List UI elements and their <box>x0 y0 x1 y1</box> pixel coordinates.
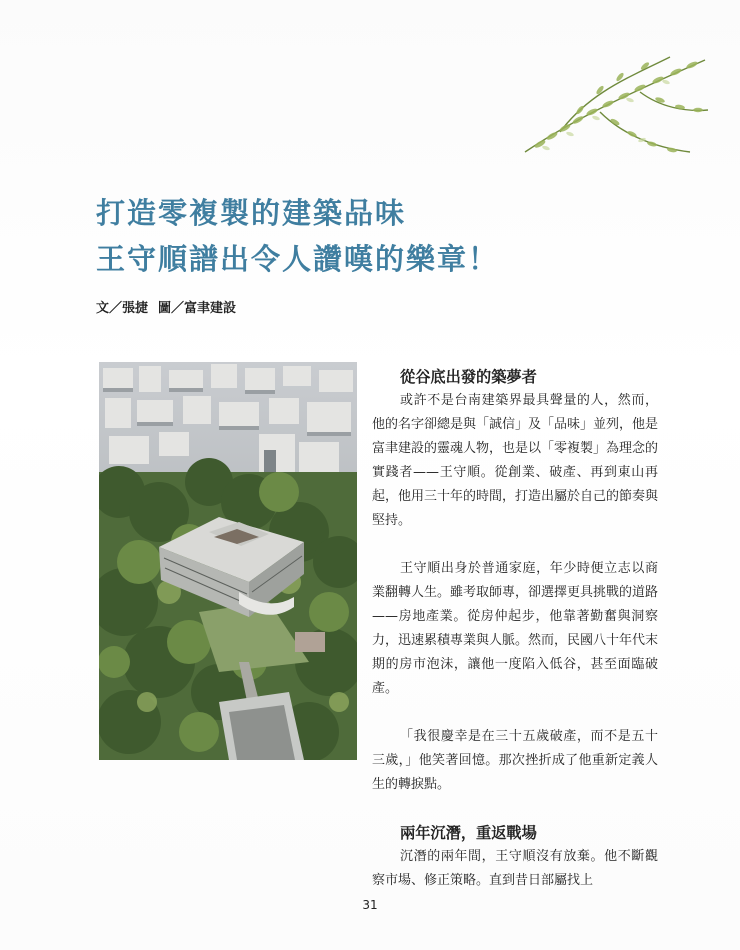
title-line-1: 打造零複製的建築品味 <box>96 196 407 230</box>
section-heading-2: 兩年沉潛，重返戰場 <box>400 824 537 842</box>
paragraph-4: 沉潛的兩年間，王守順沒有放棄。他不斷觀察市場、修正策略。直到昔日部屬找上 <box>372 849 658 888</box>
byline-photo-credit: 圖／富聿建設 <box>158 301 237 316</box>
foliage-decoration <box>520 52 710 164</box>
byline <box>96 297 236 316</box>
byline-author: 文／張捷 <box>96 301 149 316</box>
aerial-building-photo <box>99 362 357 760</box>
paragraph-2: 王守順出身於普通家庭，年少時便立志以商業翻轉人生。雖考取師專，卻選擇更具挑戰的道路——房地產業。從房仲起步，他靠著勤奮與洞察力，迅速累積專業與人脈。然而，民國八十年代末期的房市泡沫，讓他一度陷入低谷，甚至面臨破產。 <box>372 561 659 696</box>
article-title <box>96 190 499 282</box>
section-heading-1: 從谷底出發的築夢者 <box>400 368 537 386</box>
page-number: 31 <box>362 898 378 912</box>
paragraph-3: 「我很慶幸是在三十五歲破產，而不是五十三歲，」他笑著回憶。那次挫折成了他重新定義人生的轉捩點。 <box>372 729 658 792</box>
paragraph-1: 或許不是台南建築界最具聲量的人，然而，他的名字卻總是與「誠信」及「品味」並列，他是富聿建設的靈魂人物，也是以「零複製」為理念的實踐者——王守順。從創業、破產、再到東山再起，他用三十年的時間，打造出屬於自己的節奏與堅持。 <box>372 393 659 528</box>
title-line-2: 王守順譜出令人讚嘆的樂章！ <box>96 242 500 276</box>
article-body <box>372 365 658 893</box>
